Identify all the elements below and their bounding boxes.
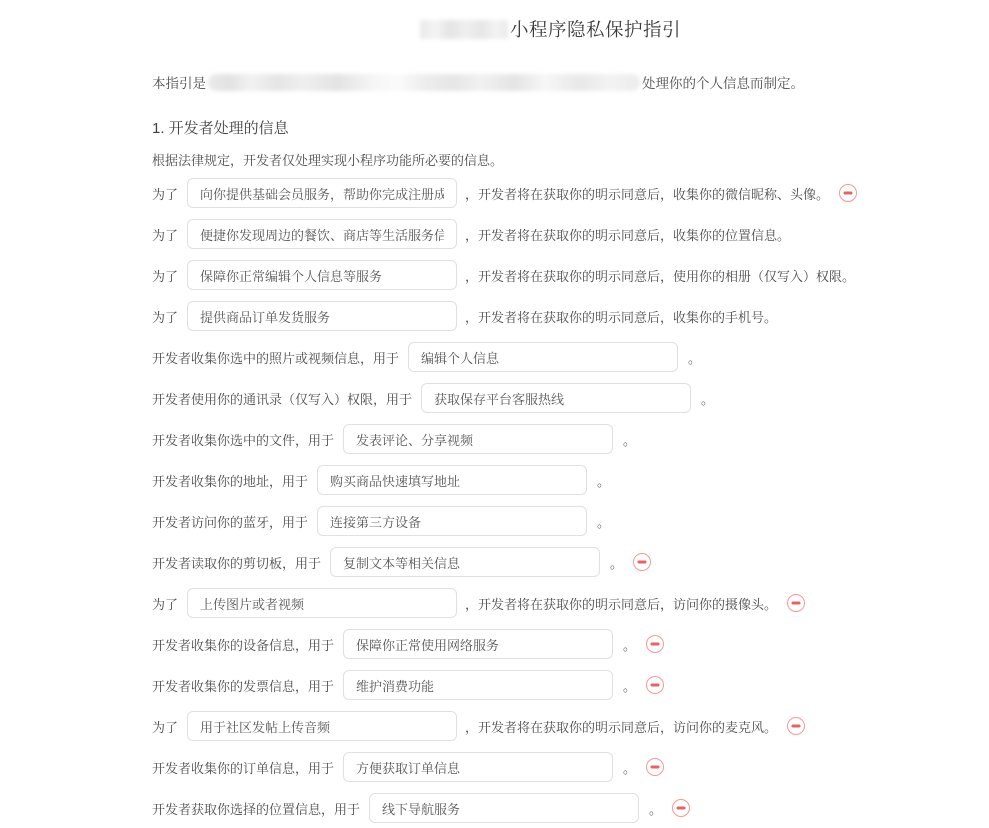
minus-icon [677, 807, 686, 810]
period-text: 。 [701, 391, 715, 407]
minus-icon [651, 684, 660, 687]
purpose-input[interactable] [343, 670, 613, 700]
section-heading: 1. 开发者处理的信息 [152, 120, 289, 137]
statement-text: ，开发者将在获取你的明示同意后，访问你的摄像头。 [465, 596, 778, 612]
purpose-input[interactable] [408, 342, 678, 372]
statement-text: 开发者收集你的设备信息，用于 [152, 637, 335, 653]
statement-text: 开发者使用你的通讯录（仅写入）权限，用于 [152, 391, 413, 407]
minus-icon [651, 643, 660, 646]
purpose-input[interactable] [317, 465, 587, 495]
privacy-item-usage [152, 793, 949, 823]
statement-text: 开发者收集你的订单信息，用于 [152, 760, 335, 776]
intro-suffix-text: 处理你的个人信息而制定。 [642, 76, 804, 91]
statement-text: ，开发者将在获取你的明示同意后，收集你的位置信息。 [465, 227, 791, 243]
statement-text: ，开发者将在获取你的明示同意后，使用你的相册（仅写入）权限。 [465, 268, 856, 284]
statement-text: 开发者读取你的剪切板，用于 [152, 555, 322, 571]
privacy-item-usage [152, 383, 949, 413]
minus-icon [792, 725, 801, 728]
privacy-item-usage [152, 629, 949, 659]
privacy-item-purpose-first [152, 219, 949, 249]
page-title [152, 16, 949, 42]
minus-icon [651, 766, 660, 769]
statement-text: 开发者收集你选中的文件，用于 [152, 432, 335, 448]
redacted-developer-name [208, 74, 640, 91]
remove-row-button[interactable] [633, 553, 651, 571]
remove-row-button[interactable] [646, 758, 664, 776]
purpose-input[interactable] [317, 506, 587, 536]
remove-row-button[interactable] [787, 717, 805, 735]
rows [152, 178, 949, 823]
remove-row-button[interactable] [646, 676, 664, 694]
intro-line [152, 72, 949, 92]
privacy-item-purpose-first [152, 178, 949, 208]
privacy-item-usage [152, 342, 949, 372]
purpose-input[interactable] [369, 793, 639, 823]
remove-row-button[interactable] [672, 799, 690, 817]
remove-row-button[interactable] [787, 594, 805, 612]
statement-text: ，开发者将在获取你的明示同意后，收集你的手机号。 [465, 309, 778, 325]
for-label: 为了 [152, 227, 179, 243]
privacy-item-usage [152, 547, 949, 577]
period-text: 。 [597, 473, 611, 489]
minus-icon [792, 602, 801, 605]
privacy-item-purpose-first [152, 260, 949, 290]
for-label: 为了 [152, 268, 179, 284]
for-label: 为了 [152, 719, 179, 735]
statement-text: ，开发者将在获取你的明示同意后，收集你的微信昵称、头像。 [465, 186, 830, 202]
minus-icon [844, 192, 853, 195]
redacted-app-name [420, 20, 508, 39]
remove-row-button[interactable] [646, 635, 664, 653]
purpose-input[interactable] [187, 178, 457, 208]
statement-text: 开发者访问你的蓝牙，用于 [152, 514, 309, 530]
purpose-input[interactable] [421, 383, 691, 413]
privacy-item-purpose-first [152, 711, 949, 741]
privacy-item-purpose-first [152, 301, 949, 331]
period-text: 。 [688, 350, 702, 366]
purpose-input[interactable] [343, 629, 613, 659]
purpose-input[interactable] [187, 588, 457, 618]
period-text: 。 [610, 555, 624, 571]
for-label: 为了 [152, 186, 179, 202]
period-text: 。 [623, 678, 637, 694]
section-description: 根据法律规定，开发者仅处理实现小程序功能所必要的信息。 [152, 153, 504, 168]
purpose-input[interactable] [343, 424, 613, 454]
period-text: 。 [649, 801, 663, 817]
purpose-input[interactable] [343, 752, 613, 782]
purpose-input[interactable] [330, 547, 600, 577]
intro-prefix-text: 本指引是 [152, 76, 206, 91]
privacy-item-usage [152, 506, 949, 536]
statement-text: ，开发者将在获取你的明示同意后，访问你的麦克风。 [465, 719, 778, 735]
privacy-item-purpose-first [152, 588, 949, 618]
for-label: 为了 [152, 309, 179, 325]
statement-text: 开发者收集你的地址，用于 [152, 473, 309, 489]
purpose-input[interactable] [187, 219, 457, 249]
period-text: 。 [623, 760, 637, 776]
statement-text: 开发者收集你的发票信息，用于 [152, 678, 335, 694]
statement-text: 开发者收集你选中的照片或视频信息，用于 [152, 350, 400, 366]
remove-row-button[interactable] [839, 184, 857, 202]
period-text: 。 [597, 514, 611, 530]
purpose-input[interactable] [187, 711, 457, 741]
privacy-item-usage [152, 670, 949, 700]
purpose-input[interactable] [187, 260, 457, 290]
statement-text: 开发者获取你选择的位置信息，用于 [152, 801, 361, 817]
for-label: 为了 [152, 596, 179, 612]
privacy-item-usage [152, 752, 949, 782]
period-text: 。 [623, 432, 637, 448]
period-text: 。 [623, 637, 637, 653]
minus-icon [638, 561, 647, 564]
page-title-text: 小程序隐私保护指引 [509, 19, 681, 40]
privacy-item-usage [152, 465, 949, 495]
privacy-item-usage [152, 424, 949, 454]
purpose-input[interactable] [187, 301, 457, 331]
